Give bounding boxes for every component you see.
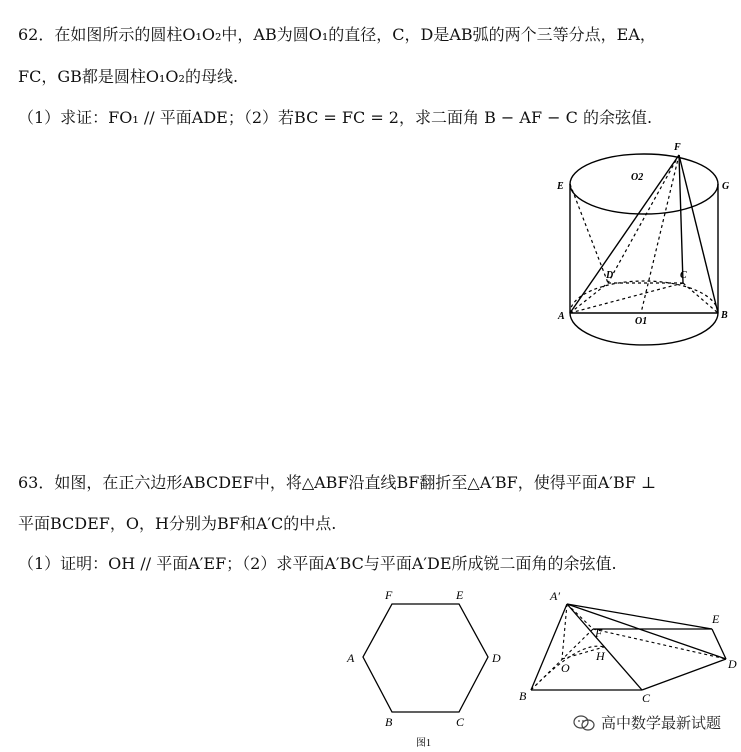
- fold-label-C: C: [642, 691, 651, 705]
- cyl-label-O1: O1: [635, 316, 648, 327]
- p63-line1: 63．如图，在正六边形ABCDEF中，将△ABF沿直线BF翻折至△A′BF，使得平面A′BF ⊥: [18, 473, 656, 492]
- hex-label-E: E: [456, 588, 464, 602]
- hex-label-B: B: [385, 715, 393, 729]
- hex-label-D: D: [492, 651, 501, 665]
- cyl-label-A: A: [558, 311, 565, 322]
- fold-label-A1: A′: [550, 589, 560, 603]
- hex-label-F: F: [385, 588, 393, 602]
- cyl-label-F: F: [674, 142, 681, 153]
- cyl-label-B: B: [721, 310, 728, 321]
- cyl-label-C: C: [680, 270, 687, 281]
- fold-label-D: D: [728, 657, 737, 671]
- p63-line3: （1）证明：OH // 平面A′EF；（2）求平面A′BC与平面A′DE所成锐二面角的余弦值.: [18, 554, 617, 573]
- fold-label-H: H: [596, 649, 605, 663]
- cyl-label-G: G: [722, 181, 730, 192]
- cyl-label-D: D: [606, 270, 614, 281]
- hex-label-A: A: [347, 651, 355, 665]
- fold-label-E: E: [712, 612, 720, 626]
- cyl-label-O2: O2: [631, 172, 644, 183]
- watermark: [573, 712, 721, 733]
- p62-line2: FC，GB都是圆柱O₁O₂的母线.: [18, 67, 239, 86]
- p62-line3: （1）求证：FO₁ // 平面ADE；（2）若BC = FC = 2，求二面角 B − AF − C 的余弦值.: [18, 108, 653, 127]
- fold-label-O: O: [561, 661, 570, 675]
- p63-line2: 平面BCDEF，O，H分别为BF和A′C的中点.: [18, 514, 337, 533]
- cyl-label-E: E: [557, 181, 564, 192]
- p62-line1: 62．在如图所示的圆柱O₁O₂中，AB为圆O₁的直径，C，D是AB弧的两个三等分点，EA，: [18, 25, 656, 44]
- hex-caption: 图1: [416, 738, 431, 749]
- watermark-text: 高中数学最新试题: [600, 714, 721, 732]
- fold-label-B: B: [519, 689, 527, 703]
- fold-label-F: F: [595, 626, 603, 640]
- wechat-icon: [573, 714, 595, 732]
- hex-label-C: C: [456, 715, 465, 729]
